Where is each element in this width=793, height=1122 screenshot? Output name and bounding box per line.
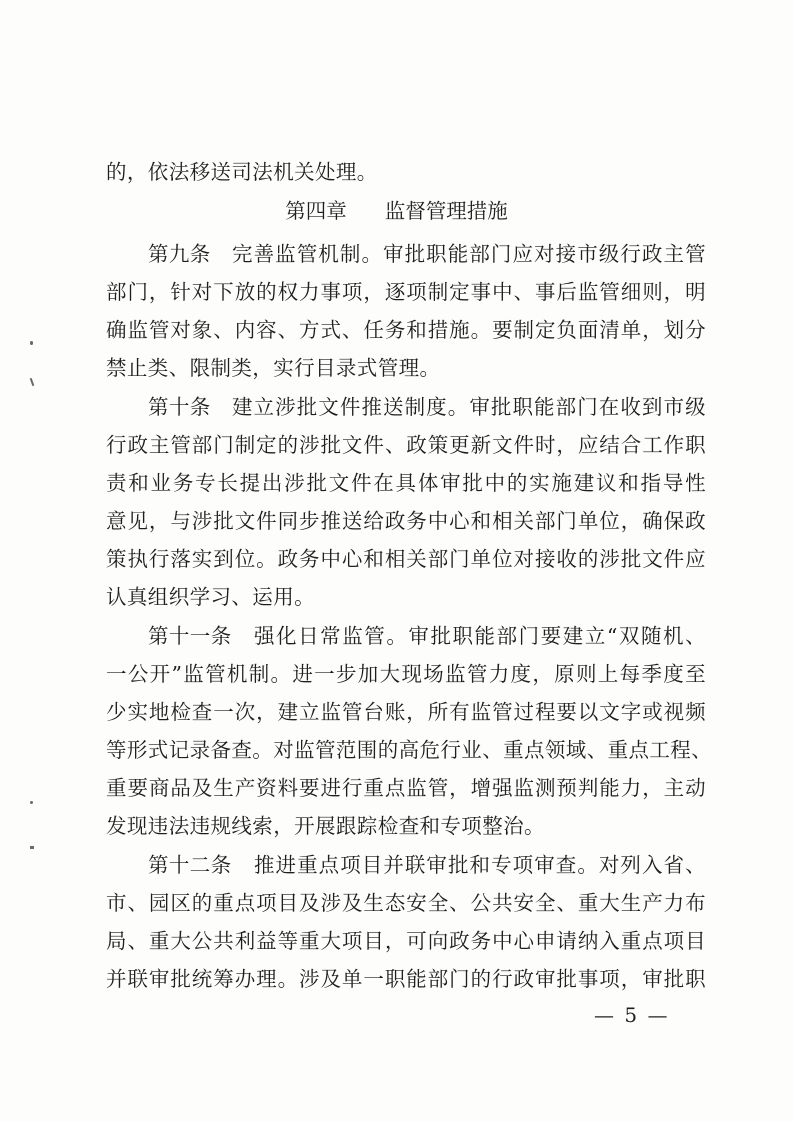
article-12-text-1: 推进重点项目并联审批和专项审查。对列入省、 bbox=[254, 853, 706, 877]
intro-line: 的，依法移送司法机关处理。 bbox=[106, 160, 378, 184]
scan-mark bbox=[30, 341, 33, 345]
article-11-line-6: 发现违法违规线索，开展跟踪检查和专项整治。 bbox=[106, 814, 545, 838]
article-12-line-2: 市、园区的重点项目及涉及生态安全、公共安全、重大生产力布 bbox=[106, 891, 706, 915]
article-12-label: 第十二条 bbox=[148, 853, 232, 877]
article-9-line-4: 禁止类、限制类，实行目录式管理。 bbox=[106, 356, 441, 380]
chapter-number: 第四章 bbox=[285, 199, 347, 223]
scan-mark bbox=[30, 801, 33, 804]
article-11-line-4: 等形式记录备查。对监管范围的高危行业、重点领域、重点工程、 bbox=[106, 738, 713, 762]
article-9-text-1: 完善监管机制。审批职能部门应对接市级行政主管 bbox=[232, 242, 706, 266]
article-10-line-1 bbox=[106, 393, 706, 421]
article-11-line-1 bbox=[106, 622, 706, 650]
article-10-line-3: 责和业务专长提出涉批文件在具体审批中的实施建议和指导性 bbox=[106, 471, 706, 495]
article-11-label: 第十一条 bbox=[148, 624, 232, 648]
article-10-line-4: 意见，与涉批文件同步推送给政务中心和相关部门单位，确保政 bbox=[106, 509, 706, 533]
chapter-heading bbox=[0, 197, 793, 225]
article-11-text-1: 强化日常监管。审批职能部门要建立“双随机、 bbox=[254, 624, 706, 648]
article-9-line-1 bbox=[106, 240, 706, 268]
chapter-title: 监督管理措施 bbox=[384, 199, 508, 223]
scan-mark bbox=[30, 378, 35, 386]
article-10-line-2: 行政主管部门制定的涉批文件、政策更新文件时，应结合工作职 bbox=[106, 433, 706, 457]
article-9-label: 第九条 bbox=[148, 242, 211, 266]
article-11-line-2: 一公开”监管机制。进一步加大现场监管力度，原则上每季度至 bbox=[106, 662, 706, 686]
article-12-line-1 bbox=[106, 851, 706, 879]
article-10-label: 第十条 bbox=[148, 395, 211, 419]
article-9-line-3: 确监管对象、内容、方式、任务和措施。要制定负面清单，划分 bbox=[106, 318, 706, 342]
page-number: — 5 — bbox=[594, 1003, 670, 1027]
article-9-line-2: 部门，针对下放的权力事项，逐项制定事中、事后监管细则，明 bbox=[106, 280, 706, 304]
article-12-line-4: 并联审批统筹办理。涉及单一职能部门的行政审批事项，审批职 bbox=[106, 967, 706, 991]
article-10-line-6: 认真组织学习、运用。 bbox=[106, 585, 315, 609]
scan-mark bbox=[30, 846, 34, 849]
article-11-line-5: 重要商品及生产资料要进行重点监管，增强监测预判能力，主动 bbox=[106, 776, 706, 800]
article-10-line-5: 策执行落实到位。政务中心和相关部门单位对接收的涉批文件应 bbox=[106, 547, 706, 571]
article-12-line-3: 局、重大公共利益等重大项目，可向政务中心申请纳入重点项目 bbox=[106, 929, 706, 953]
article-11-line-3: 少实地检查一次，建立监管台账，所有监管过程要以文字或视频 bbox=[106, 700, 706, 724]
article-10-text-1: 建立涉批文件推送制度。审批职能部门在收到市级 bbox=[232, 395, 706, 419]
